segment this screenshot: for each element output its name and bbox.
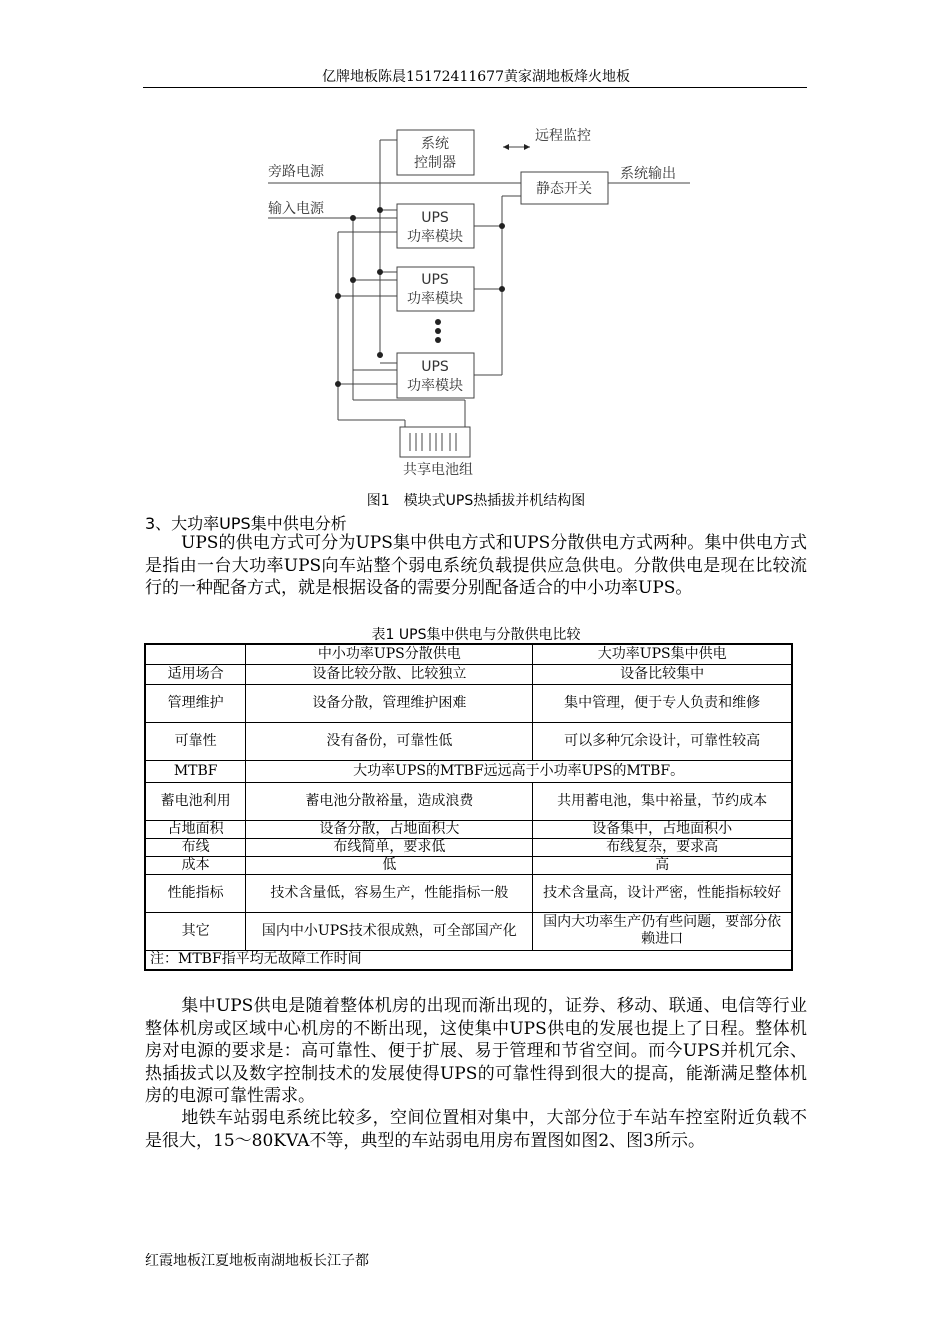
row-label: 成本 (145, 856, 246, 874)
cell-centralized: 技术含量高，设计严密，性能指标较好 (533, 874, 792, 912)
table-row (145, 856, 792, 874)
paragraph-3: 地铁车站弱电系统比较多，空间位置相对集中，大部分位于车站车控室附近负载不是很大，15～80KVA不等，典型的车站弱电用房布置图如图2、图3所示。 (145, 1108, 807, 1151)
ups-module-3-label-2: 功率模块 (407, 378, 463, 394)
row-label: 可靠性 (145, 722, 246, 760)
table-row (145, 664, 792, 684)
cell-centralized: 可以多种冗余设计，可靠性较高 (533, 722, 792, 760)
page-header: 亿牌地板陈晨15172411677黄家湖地板烽火地板 (322, 69, 630, 85)
ups-module-1-label-2: 功率模块 (407, 229, 463, 245)
section-heading: 3、大功率UPS集中供电分析 (145, 514, 347, 533)
row-label: 管理维护 (145, 684, 246, 722)
table-note-row (145, 950, 792, 970)
cell-centralized: 集中管理，便于专人负责和维修 (533, 684, 792, 722)
cell-distributed: 设备分散，占地面积大 (246, 820, 533, 838)
table-row (145, 820, 792, 838)
cell-centralized: 布线复杂，要求高 (533, 838, 792, 856)
bypass-power-label: 旁路电源 (268, 164, 324, 180)
battery-label: 共享电池组 (403, 462, 473, 478)
cell-centralized: 设备集中，占地面积小 (533, 820, 792, 838)
row-label: 布线 (145, 838, 246, 856)
row-label: 蓄电池利用 (145, 782, 246, 820)
paragraph-2: 集中UPS供电是随着整体机房的出现而渐出现的，证券、移动、联通、电信等行业整体机房或区域中心机房的不断出现，这使集中UPS供电的发展也提上了日程。整体机房对电源的要求是：高可靠性、便于扩展、易于管理和节省空间。而今UPS并机冗余、热插拔式以及数字控制技术的发展使得UPS的可靠性得到很大的提高，能渐满足整体机房的电源可靠性需求。 (145, 996, 807, 1106)
cell-distributed: 布线简单，要求低 (246, 838, 533, 856)
table-row (145, 782, 792, 820)
paragraph-1: UPS的供电方式可分为UPS集中供电方式和UPS分散供电方式两种。集中供电方式是指由一台大功率UPS向车站整个弱电系统负载提供应急供电。分散供电是现在比较流行的一种配备方式，就是根据设备的需要分别配备适合的中小功率UPS。 (145, 533, 807, 598)
figure-caption: 图1 模块式UPS热插拔并机结构图 (366, 493, 586, 509)
cell-centralized: 国内大功率生产仍有些问题，要部分依赖进口 (533, 912, 792, 950)
table-row (145, 912, 792, 950)
table-row (145, 838, 792, 856)
cell-distributed: 没有备份，可靠性低 (246, 722, 533, 760)
cell-distributed: 国内中小UPS技术很成熟，可全部国产化 (246, 912, 533, 950)
controller-label-2: 控制器 (414, 155, 456, 171)
cell-distributed: 蓄电池分散裕量，造成浪费 (246, 782, 533, 820)
table-row (145, 760, 792, 782)
row-label: 其它 (145, 912, 246, 950)
remote-monitor-label: 远程监控 (535, 128, 591, 144)
table-header-cell: 大功率UPS集中供电 (533, 644, 792, 664)
cell-centralized: 共用蓄电池，集中裕量，节约成本 (533, 782, 792, 820)
row-label: 占地面积 (145, 820, 246, 838)
cell-centralized: 高 (533, 856, 792, 874)
ups-module-2-label-1: UPS (421, 272, 449, 288)
ups-module-2-label-2: 功率模块 (407, 291, 463, 307)
cell-merged: 大功率UPS的MTBF远远高于小功率UPS的MTBF。 (246, 760, 792, 782)
cell-distributed: 低 (246, 856, 533, 874)
comparison-table (144, 643, 793, 971)
static-switch-label: 静态开关 (536, 181, 592, 197)
row-label: 适用场合 (145, 664, 246, 684)
table-header-cell: 中小功率UPS分散供电 (246, 644, 533, 664)
cell-distributed: 设备比较分散、比较独立 (246, 664, 533, 684)
table-note: 注：MTBF指平均无故障工作时间 (145, 950, 792, 970)
table-row (145, 874, 792, 912)
ups-module-3-label-1: UPS (421, 359, 449, 375)
ups-structure-diagram (0, 0, 950, 520)
cell-centralized: 设备比较集中 (533, 664, 792, 684)
cell-distributed: 设备分散，管理维护困难 (246, 684, 533, 722)
table-row (145, 722, 792, 760)
page-footer: 红霞地板江夏地板南湖地板长江子都 (145, 1253, 369, 1269)
row-label: 性能指标 (145, 874, 246, 912)
row-label: MTBF (145, 760, 246, 782)
table-header-row (145, 644, 792, 664)
table-header-cell (145, 644, 246, 664)
ups-module-1-label-1: UPS (421, 210, 449, 226)
table-row (145, 684, 792, 722)
controller-label-1: 系统 (421, 136, 449, 152)
cell-distributed: 技术含量低，容易生产，性能指标一般 (246, 874, 533, 912)
table-title: 表1 UPS集中供电与分散供电比较 (371, 627, 581, 643)
system-output-label: 系统输出 (620, 166, 676, 182)
input-power-label: 输入电源 (268, 201, 324, 217)
